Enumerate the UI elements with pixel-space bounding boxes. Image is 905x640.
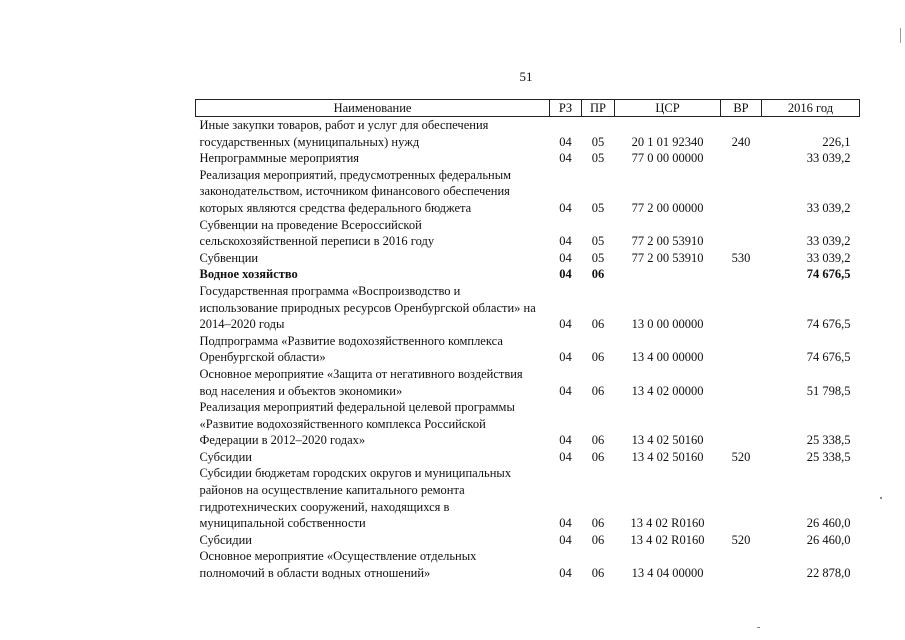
cell-csr: 13 4 02 50160 [631, 449, 704, 464]
cell-vr: 530 [731, 250, 751, 265]
cell-pr: 05 [591, 250, 605, 265]
cell-sum: 25 338,5 [806, 433, 851, 448]
cell-name: Государственная программа «Воспроизводство и использование природных ресурсов Оренбургской области» на 2014–2020 годы [199, 283, 536, 332]
cell-vr [721, 465, 762, 531]
header-pr: ПР [582, 100, 615, 117]
cell-sum: 33 039,2 [806, 250, 851, 265]
cell-pr: 06 [591, 566, 605, 581]
table-row [196, 548, 860, 581]
table-row [196, 283, 860, 333]
scan-speck [880, 497, 882, 499]
cell-pr: 06 [591, 317, 605, 332]
cell-vr [721, 266, 762, 283]
cell-vr [721, 548, 762, 581]
cell-vr [721, 366, 762, 399]
cell-rz: 04 [559, 350, 572, 365]
cell-csr: 13 4 02 R0160 [630, 532, 705, 547]
cell-csr: 13 0 00 00000 [631, 317, 704, 332]
cell-rz: 04 [559, 433, 572, 448]
cell-csr [615, 266, 721, 283]
cell-vr: 520 [731, 449, 751, 464]
cell-csr: 13 4 04 00000 [631, 566, 704, 581]
cell-sum: 25 338,5 [806, 449, 851, 464]
budget-table [195, 99, 860, 582]
header-csr: ЦСР [615, 100, 721, 117]
cell-name: Иные закупки товаров, работ и услуг для обеспечения государственных (муниципальных) нужд [199, 118, 489, 149]
cell-rz: 04 [559, 532, 572, 547]
cell-pr: 06 [591, 267, 605, 282]
cell-sum: 33 039,2 [806, 200, 851, 215]
cell-pr: 06 [591, 383, 605, 398]
cell-sum: 33 039,2 [806, 151, 851, 166]
cell-sum: 26 460,0 [806, 516, 851, 531]
cell-pr: 06 [591, 532, 605, 547]
cell-name: Основное мероприятие «Защита от негативного воздействия вод населения и объектов экономики» [199, 366, 523, 398]
cell-rz: 04 [559, 250, 572, 265]
cell-pr: 06 [591, 350, 605, 365]
cell-csr: 77 2 00 00000 [631, 200, 704, 215]
cell-name: Реализация мероприятий федеральной целевой программы «Развитие водохозяйственного комплекса Российской Федерации в 2012–2020 годах» [199, 400, 515, 448]
cell-rz: 04 [559, 234, 572, 249]
cell-vr: 520 [731, 532, 751, 547]
cell-csr: 13 4 02 00000 [631, 383, 704, 398]
cell-pr: 05 [591, 234, 605, 249]
table-row [196, 117, 860, 151]
cell-rz: 04 [559, 200, 572, 215]
table-row [196, 250, 860, 267]
cell-vr [721, 150, 762, 167]
cell-sum: 51 798,5 [806, 383, 851, 398]
table-row [196, 465, 860, 531]
cell-vr [721, 167, 762, 217]
table-row [196, 333, 860, 366]
header-sum: 2016 год [762, 100, 860, 117]
cell-csr: 77 2 00 53910 [631, 250, 704, 265]
cell-pr: 06 [591, 449, 605, 464]
cell-csr: 77 2 00 53910 [631, 234, 704, 249]
scan-edge-mark [900, 28, 901, 43]
cell-pr: 06 [591, 433, 605, 448]
cell-name: Субсидии бюджетам городских округов и муниципальных районов на осуществление капитального ремонта гидротехнических сооружений, находящихся в муниципальной собственности [199, 466, 512, 531]
table-row [196, 449, 860, 466]
cell-name: Субсидии [199, 449, 252, 464]
cell-pr: 05 [591, 151, 605, 166]
cell-vr [721, 333, 762, 366]
cell-vr [721, 217, 762, 250]
cell-csr: 13 4 02 50160 [631, 433, 704, 448]
cell-name: Подпрограмма «Развитие водохозяйственного комплекса Оренбургской области» [199, 333, 503, 365]
cell-rz: 04 [559, 134, 572, 149]
table-row [196, 150, 860, 167]
cell-vr [721, 399, 762, 449]
cell-name: Водное хозяйство [199, 267, 298, 282]
cell-rz: 04 [559, 566, 572, 581]
cell-name: Реализация мероприятий, предусмотренных федеральным законодательством, источником финансового обеспечения которых являются средства федерального бюджета [199, 167, 512, 215]
table-header-row [196, 100, 860, 117]
cell-sum: 74 676,5 [806, 317, 851, 332]
cell-name: Субвенции [199, 250, 259, 265]
cell-name: Непрограммные мероприятия [199, 151, 360, 166]
cell-vr [721, 283, 762, 333]
header-vr: ВР [721, 100, 762, 117]
cell-pr: 06 [591, 516, 605, 531]
cell-sum: 226,1 [822, 134, 851, 149]
table-row [196, 266, 860, 283]
cell-rz: 04 [559, 383, 572, 398]
table-row [196, 399, 860, 449]
cell-rz: 04 [559, 151, 572, 166]
cell-sum: 22 878,0 [806, 566, 851, 581]
cell-sum: 74 676,5 [806, 350, 851, 365]
scan-speck [757, 627, 760, 628]
cell-sum: 74 676,5 [806, 267, 851, 282]
cell-pr: 05 [591, 134, 605, 149]
header-name: Наименование [196, 100, 550, 117]
table-row [196, 366, 860, 399]
cell-pr: 05 [591, 200, 605, 215]
page-number: 51 [519, 69, 533, 84]
cell-name: Основное мероприятие «Осуществление отдельных полномочий в области водных отношений» [199, 549, 477, 581]
table-row [196, 532, 860, 549]
cell-rz: 04 [559, 516, 572, 531]
cell-rz: 04 [559, 449, 572, 464]
cell-name: Субсидии [199, 532, 252, 547]
cell-csr: 77 0 00 00000 [631, 151, 704, 166]
cell-rz: 04 [559, 317, 572, 332]
cell-sum: 26 460,0 [806, 532, 851, 547]
cell-sum: 33 039,2 [806, 234, 851, 249]
cell-rz: 04 [559, 267, 572, 282]
header-rz: РЗ [550, 100, 582, 117]
table-row [196, 217, 860, 250]
cell-csr: 13 4 00 00000 [631, 350, 704, 365]
cell-csr: 20 1 01 92340 [631, 134, 704, 149]
table-row [196, 167, 860, 217]
cell-vr: 240 [731, 134, 751, 149]
cell-csr: 13 4 02 R0160 [630, 516, 705, 531]
cell-name: Субвенции на проведение Всероссийской сельскохозяйственной переписи в 2016 году [199, 217, 435, 249]
